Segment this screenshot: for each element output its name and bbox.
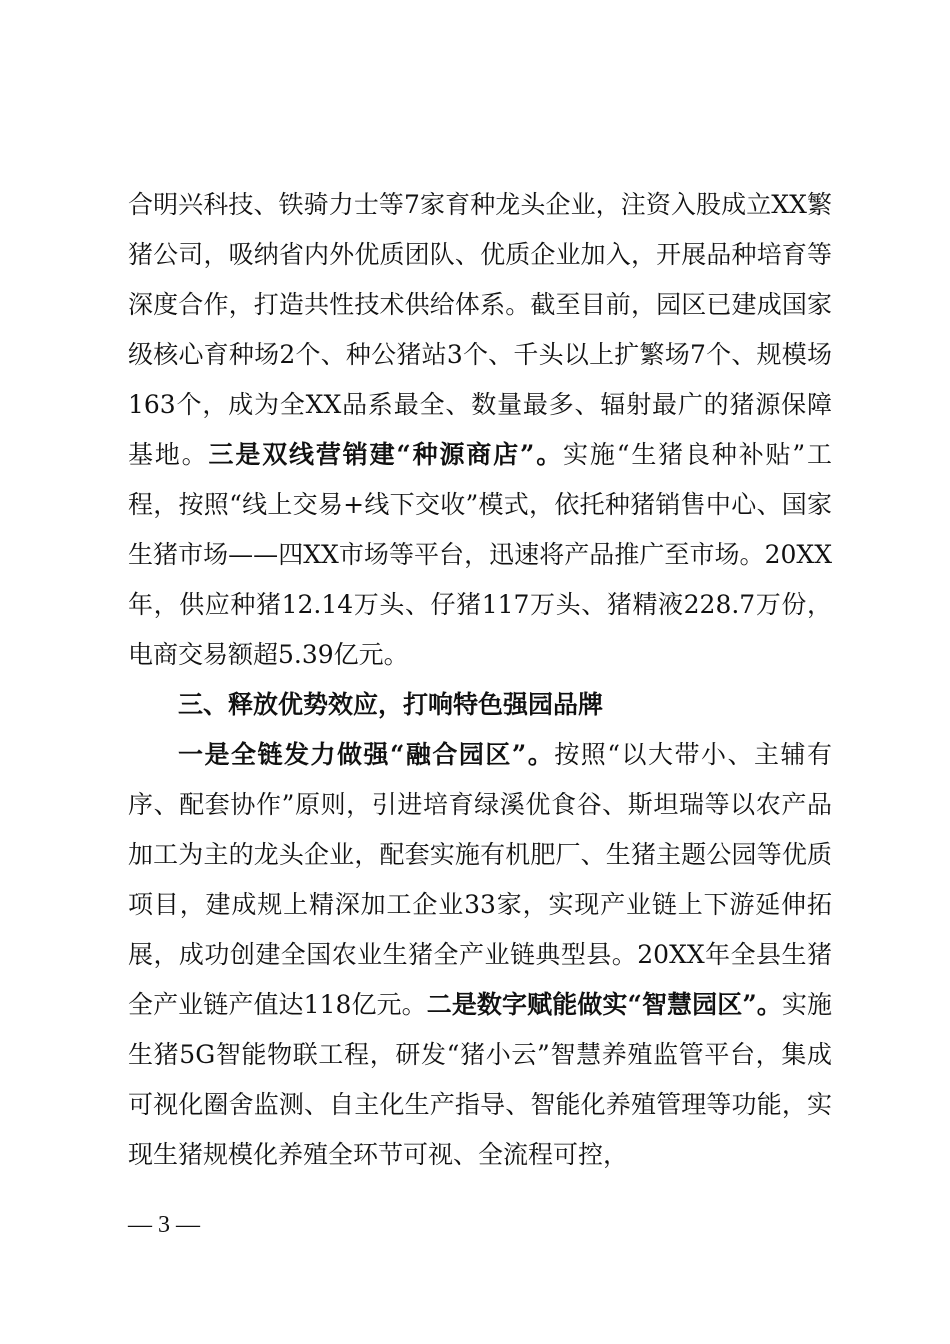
document-body	[128, 180, 832, 1180]
section-heading: 三、释放优势效应，打响特色强园品牌	[178, 690, 604, 719]
paragraph-text: 合明兴科技、铁骑力士等7家育种龙头企业，注资入股成立XX繁猪公司，吸纳省内外优质团队、优质企业加入，开展品种培育等深度合作，打造共性技术供给体系。截至目前，园区已建成国家级核心育种场2个、种公猪站3个、千头以上扩繁场7个、规模场163个，成为全XX品系最全、数量最多、辐射最广的猪源保障基地。	[128, 190, 832, 469]
bold-lead-sentence: 三是双线营销建“种源商店”。	[208, 440, 564, 469]
body-paragraph-1	[128, 180, 832, 680]
paragraph-text: 实施生猪5G智能物联工程，研发“猪小云”智慧养殖监管平台，集成可视化圈舍监测、自主化生产指导、智能化养殖管理等功能，实现生猪规模化养殖全环节可视、全流程可控，	[128, 990, 832, 1169]
paragraph-text: 实施“生猪良种补贴”工程，按照“线上交易+线下交收”模式，依托种猪销售中心、国家生猪市场——四XX市场等平台，迅速将产品推广至市场。20XX年，供应种猪12.14万头、仔猪117万头、猪精液228.7万份，电商交易额超5.39亿元。	[128, 440, 833, 669]
bold-lead-sentence: 二是数字赋能做实“智慧园区”。	[426, 990, 782, 1019]
bold-lead-sentence: 一是全链发力做强“融合园区”。	[178, 740, 555, 769]
paragraph-text: 按照“以大带小、主辅有序、配套协作”原则，引进培育绿溪优食谷、斯坦瑞等以农产品加工为主的龙头企业，配套实施有机肥厂、生猪主题公园等优质项目，建成规上精深加工企业33家，实现产业链上下游延伸拓展，成功创建全国农业生猪全产业链典型县。20XX年全县生猪全产业链产值达118亿元。	[128, 740, 832, 1019]
body-paragraph-2	[128, 730, 832, 1180]
page-number: — 3 —	[128, 1212, 200, 1238]
